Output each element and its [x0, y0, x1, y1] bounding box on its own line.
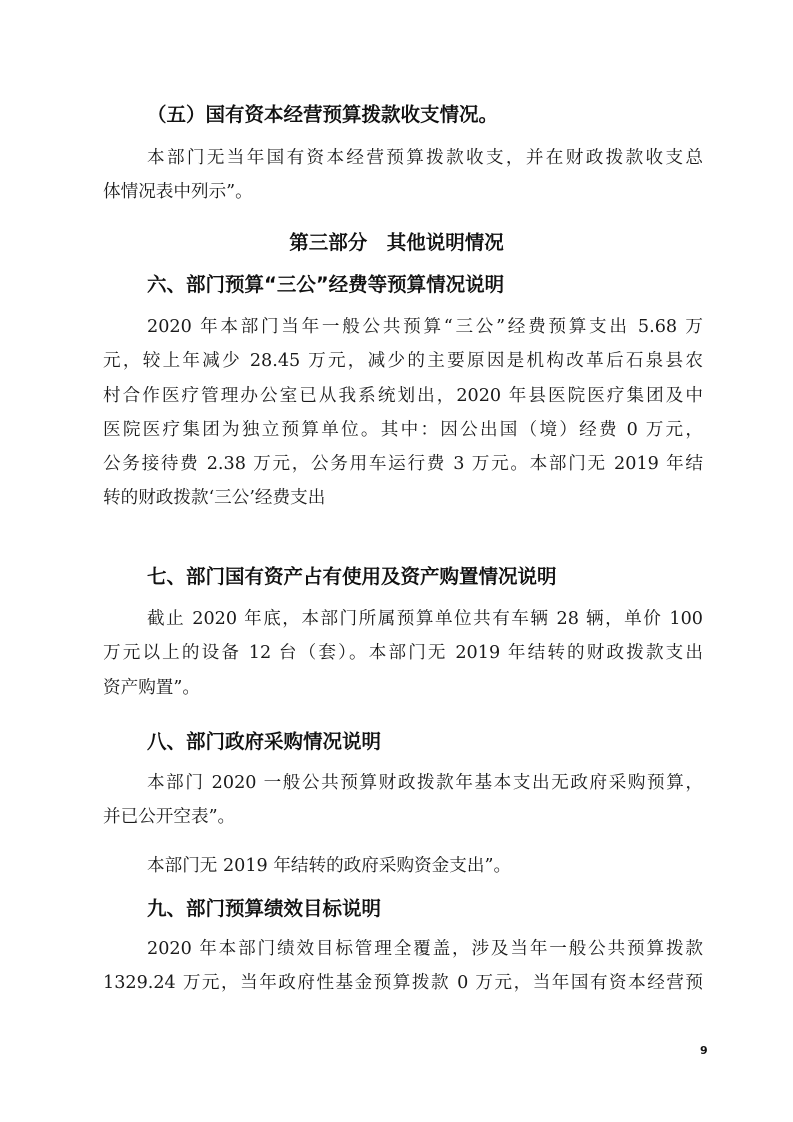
paragraph-line: 1329.24 万元，当年政府性基金预算拨款 0 万元，当年国有资本经营预 — [103, 973, 703, 994]
paragraph-line: 2020 年本部门绩效目标管理全覆盖，涉及当年一般公共预算拨款 — [147, 939, 703, 959]
paragraph-line: 公务接待费 2.38 万元，公务用车运行费 3 万元。本部门无 2019 年结 — [103, 454, 703, 475]
paragraph-line: 村合作医疗管理办公室已从我系统划出，2020 年县医院医疗集团及中 — [103, 385, 703, 406]
paragraph-line: 万元以上的设备 12 台（套）。本部门无 2019 年结转的财政拨款支出 — [103, 643, 703, 664]
paragraph-line: 医院医疗集团为独立预算单位。其中：因公出国（境）经费 0 万元， — [103, 419, 703, 440]
paragraph-line: 截止 2020 年底，本部门所属预算单位共有车辆 28 辆，单价 100 — [147, 609, 703, 629]
section-7-heading: 七、部门国有资产占有使用及资产购置情况说明 — [147, 565, 557, 588]
paragraph-line: 本部门无当年国有资本经营预算拨款收支，并在财政拨款收支总 — [147, 148, 703, 168]
section-8-paragraph-1 — [103, 766, 703, 835]
paragraph-line: 转的财政拨款‘三公’经费支出 — [103, 488, 326, 509]
section-9-heading: 九、部门预算绩效目标说明 — [147, 897, 382, 920]
paragraph-line: 2020 年本部门当年一般公共预算“三公”经费预算支出 5.68 万 — [147, 317, 703, 337]
section-6-heading: 六、部门预算“三公”经费等预算情况说明 — [147, 273, 505, 296]
paragraph-line: 并已公开空表”。 — [103, 807, 236, 828]
section-6-paragraph — [103, 310, 703, 516]
paragraph-line: 资产购置”。 — [103, 677, 200, 698]
paragraph-line: 元，较上年减少 28.45 万元，减少的主要原因是机构改革后石泉县农 — [103, 351, 703, 372]
section-5-paragraph — [103, 141, 703, 210]
part-3-title: 第三部分 其他说明情况 — [289, 231, 504, 254]
paragraph-line: 本部门无 2019 年结转的政府采购资金支出”。 — [147, 856, 512, 876]
section-5-heading: （五）国有资本经营预算拨款收支情况。 — [147, 103, 499, 126]
paragraph-line: 本部门 2020 一般公共预算财政拨款年基本支出无政府采购预算， — [147, 773, 703, 793]
paragraph-line: 体情况表中列示”。 — [103, 182, 253, 203]
section-9-paragraph — [103, 932, 703, 1001]
section-8-paragraph-2 — [103, 849, 703, 883]
section-8-heading: 八、部门政府采购情况说明 — [147, 730, 382, 753]
section-7-paragraph — [103, 602, 703, 705]
page-number: 9 — [700, 1044, 708, 1057]
